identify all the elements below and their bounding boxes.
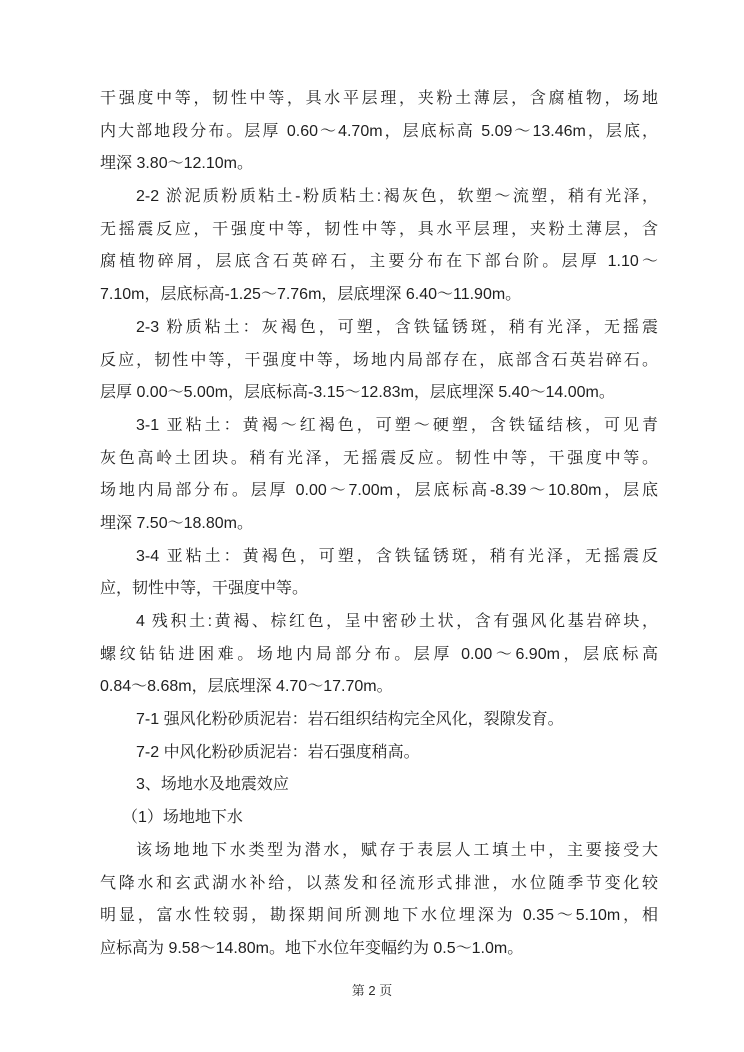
text-line: 明显，富水性较弱，勘探期间所测地下水位埋深为 0.35～5.10m，相: [100, 907, 658, 925]
text-line: 无摇震反应，干强度中等，韧性中等，具水平层理，夹粉土薄层，含: [100, 220, 658, 238]
text-line: 7-1 强风化粉砂质泥岩：岩石组织结构完全风化，裂隙发育。: [136, 711, 564, 729]
paragraph: [100, 541, 658, 606]
text-line: （1）场地地下水: [122, 809, 243, 827]
text-line: 7.10m，层底标高-1.25～7.76m，层底埋深 6.40～11.90m。: [100, 286, 522, 304]
text-line: 2-3 粉质粘土：灰褐色，可塑，含铁锰锈斑，稍有光泽，无摇震: [136, 318, 658, 336]
text-line: 干强度中等，韧性中等，具水平层理，夹粉土薄层，含腐植物，场地: [100, 90, 658, 107]
text-line: 4 残积土:黄褐、棕红色，呈中密砂土状，含有强风化基岩碎块，: [136, 613, 658, 630]
paragraph: [100, 181, 658, 312]
text-line: 气降水和玄武湖水补给，以蒸发和径流形式排泄，水位随季节变化较: [100, 874, 658, 892]
page-number: 第 2 页: [351, 983, 393, 998]
text-line: 应标高为 9.58～14.80m。地下水位年变幅约为 0.5～1.0m。: [100, 939, 524, 957]
text-line: 反应，韧性中等，干强度中等，场地内局部存在，底部含石英岩碎石。: [100, 351, 658, 369]
paragraph: [100, 312, 658, 410]
text-line: 层厚 0.00～5.00m，层底标高-3.15～12.83m，层底埋深 5.40～14.00m。: [100, 384, 615, 402]
text-line: 3-1 亚粘土：黄褐～红褐色，可塑～硬塑，含铁锰结核，可见青: [136, 416, 658, 434]
paragraph: [100, 835, 658, 966]
text-line: 应，韧性中等，干强度中等。: [100, 580, 309, 598]
paragraph: [100, 410, 658, 541]
text-line: 3-4 亚粘土：黄褐色，可塑，含铁锰锈斑，稍有光泽，无摇震反: [136, 547, 658, 565]
text-line: 3、场地水及地震效应: [136, 776, 289, 794]
text-line: 埋深 7.50～18.80m。: [100, 514, 253, 532]
text-line: 埋深 3.80～12.10m。: [100, 155, 253, 173]
text-line: 灰色高岭土团块。稍有光泽，无摇震反应。韧性中等，干强度中等。: [100, 449, 658, 467]
text-line: 场地内局部分布。层厚 0.00～7.00m，层底标高-8.39～10.80m，层底: [100, 482, 658, 500]
text-line: 该场地地下水类型为潜水，赋存于表层人工填土中，主要接受大: [136, 841, 658, 859]
text-line: 腐植物碎屑，层底含石英碎石，主要分布在下部台阶。层厚 1.10～: [100, 253, 658, 271]
document-body: [100, 83, 658, 966]
paragraph: [100, 737, 658, 770]
paragraph: [100, 769, 658, 802]
paragraph: [100, 83, 658, 181]
text-line: 2-2 淤泥质粉质粘土-粉质粘土:褐灰色，软塑～流塑，稍有光泽，: [136, 188, 658, 206]
text-line: 0.84～8.68m，层底埋深 4.70～17.70m。: [100, 678, 393, 696]
text-line: 7-2 中风化粉砂质泥岩：岩石强度稍高。: [136, 743, 420, 761]
paragraph: [100, 606, 658, 704]
text-line: 螺纹钻钻进困难。场地内局部分布。层厚 0.00～6.90m，层底标高: [100, 645, 658, 663]
paragraph: [100, 802, 658, 835]
paragraph: [100, 704, 658, 737]
text-line: 内大部地段分布。层厚 0.60～4.70m，层底标高 5.09～13.46m，层底，: [100, 122, 658, 140]
